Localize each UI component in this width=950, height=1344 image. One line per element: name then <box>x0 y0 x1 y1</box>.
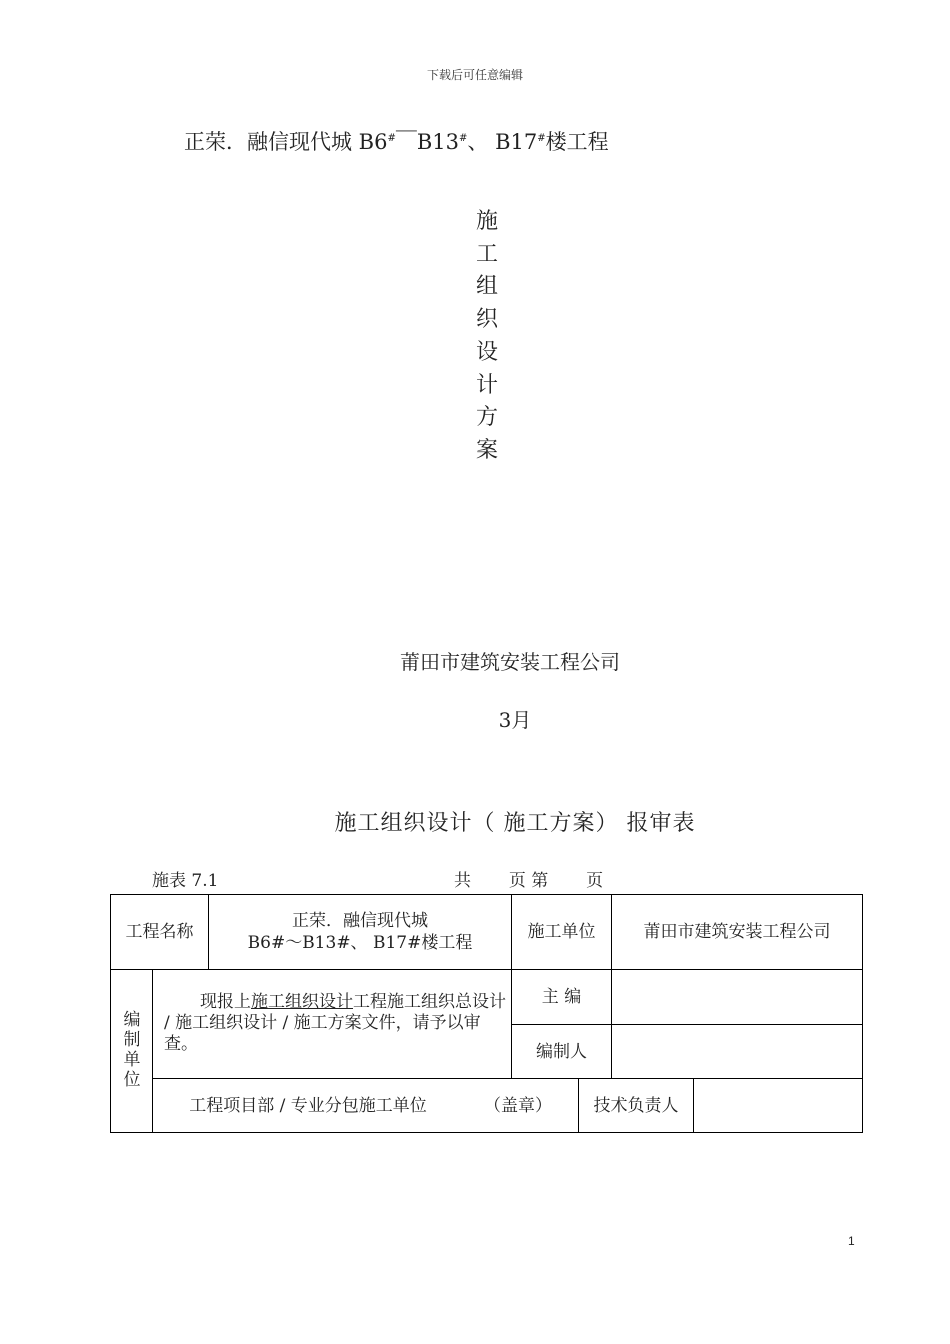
vertical-title-char: 组 <box>475 274 498 300</box>
tech-lead-field[interactable] <box>694 1079 862 1132</box>
pager-total: 共 <box>454 871 471 891</box>
company-name: 莆田市建筑安装工程公司 <box>400 650 620 674</box>
vertical-title-char: 工 <box>475 241 498 267</box>
pager-page: 页 <box>508 871 526 891</box>
month: 3月 <box>498 708 532 732</box>
project-title-part: 正荣．融信现代城 B6 <box>184 130 388 154</box>
compile-unit-char: 单 <box>123 1050 141 1070</box>
project-title-sup: # <box>387 133 396 144</box>
vertical-title-char: 计 <box>475 372 498 398</box>
project-title-sup: # <box>459 133 468 144</box>
project-title-sup: # <box>537 133 546 144</box>
statement-rest: 工程施工组织总设计 / 施工组织设计 / 施工方案文件，请予以审查。 <box>164 992 506 1054</box>
vertical-title-char: 织 <box>475 307 498 333</box>
table-border <box>862 894 863 1133</box>
construction-unit-value: 莆田市建筑安装工程公司 <box>643 922 831 942</box>
construction-unit-label: 施工单位 <box>527 922 596 942</box>
tech-lead-label: 技术负责人 <box>593 1095 679 1116</box>
dept-line: 工程项目部 / 专业分包施工单位 <box>189 1095 427 1116</box>
project-title <box>184 126 609 156</box>
header-note: 下载后可任意编辑 <box>426 68 523 82</box>
vertical-title-char: 案 <box>475 437 498 463</box>
pager-nth: 第 <box>531 871 549 891</box>
vertical-title-char: 施 <box>475 209 498 234</box>
submission-statement <box>164 992 509 1055</box>
chief-editor-field[interactable] <box>612 970 862 1024</box>
project-name-line: B6#～B13#、 B17#楼工程 <box>247 933 473 953</box>
project-title-part: 楼工程 <box>545 130 609 154</box>
page-number: 1 <box>848 1234 855 1248</box>
seal-label: （盖章） <box>484 1095 552 1116</box>
project-name-value <box>209 895 511 969</box>
compiler-label: 编制人 <box>536 1041 587 1062</box>
project-name-line: 正荣．融信现代城 <box>292 911 428 931</box>
statement-prefix: 现报上 <box>200 992 251 1012</box>
compile-unit-char: 制 <box>123 1030 141 1050</box>
vertical-title-char: 设 <box>475 339 498 365</box>
chief-editor-label: 主 编 <box>541 987 582 1007</box>
project-title-part: ￣B13 <box>395 130 460 154</box>
form-title: 施工组织设计（ 施工方案） 报审表 <box>334 811 696 836</box>
statement-underlined: 施工组织设计 <box>251 992 353 1012</box>
project-title-part: 、 B17 <box>467 130 538 154</box>
table-border <box>110 1132 863 1133</box>
compile-unit-char: 位 <box>123 1070 141 1090</box>
compiler-field[interactable] <box>612 1025 862 1078</box>
vertical-title <box>472 206 502 468</box>
compile-unit-label <box>112 1010 152 1090</box>
project-name-label: 工程名称 <box>125 922 194 942</box>
pager-page2: 页 <box>586 871 604 891</box>
vertical-title-char: 方 <box>475 405 498 431</box>
page-counter <box>454 866 603 891</box>
compile-unit-char: 编 <box>123 1010 141 1030</box>
form-number: 施表 7.1 <box>152 871 219 891</box>
